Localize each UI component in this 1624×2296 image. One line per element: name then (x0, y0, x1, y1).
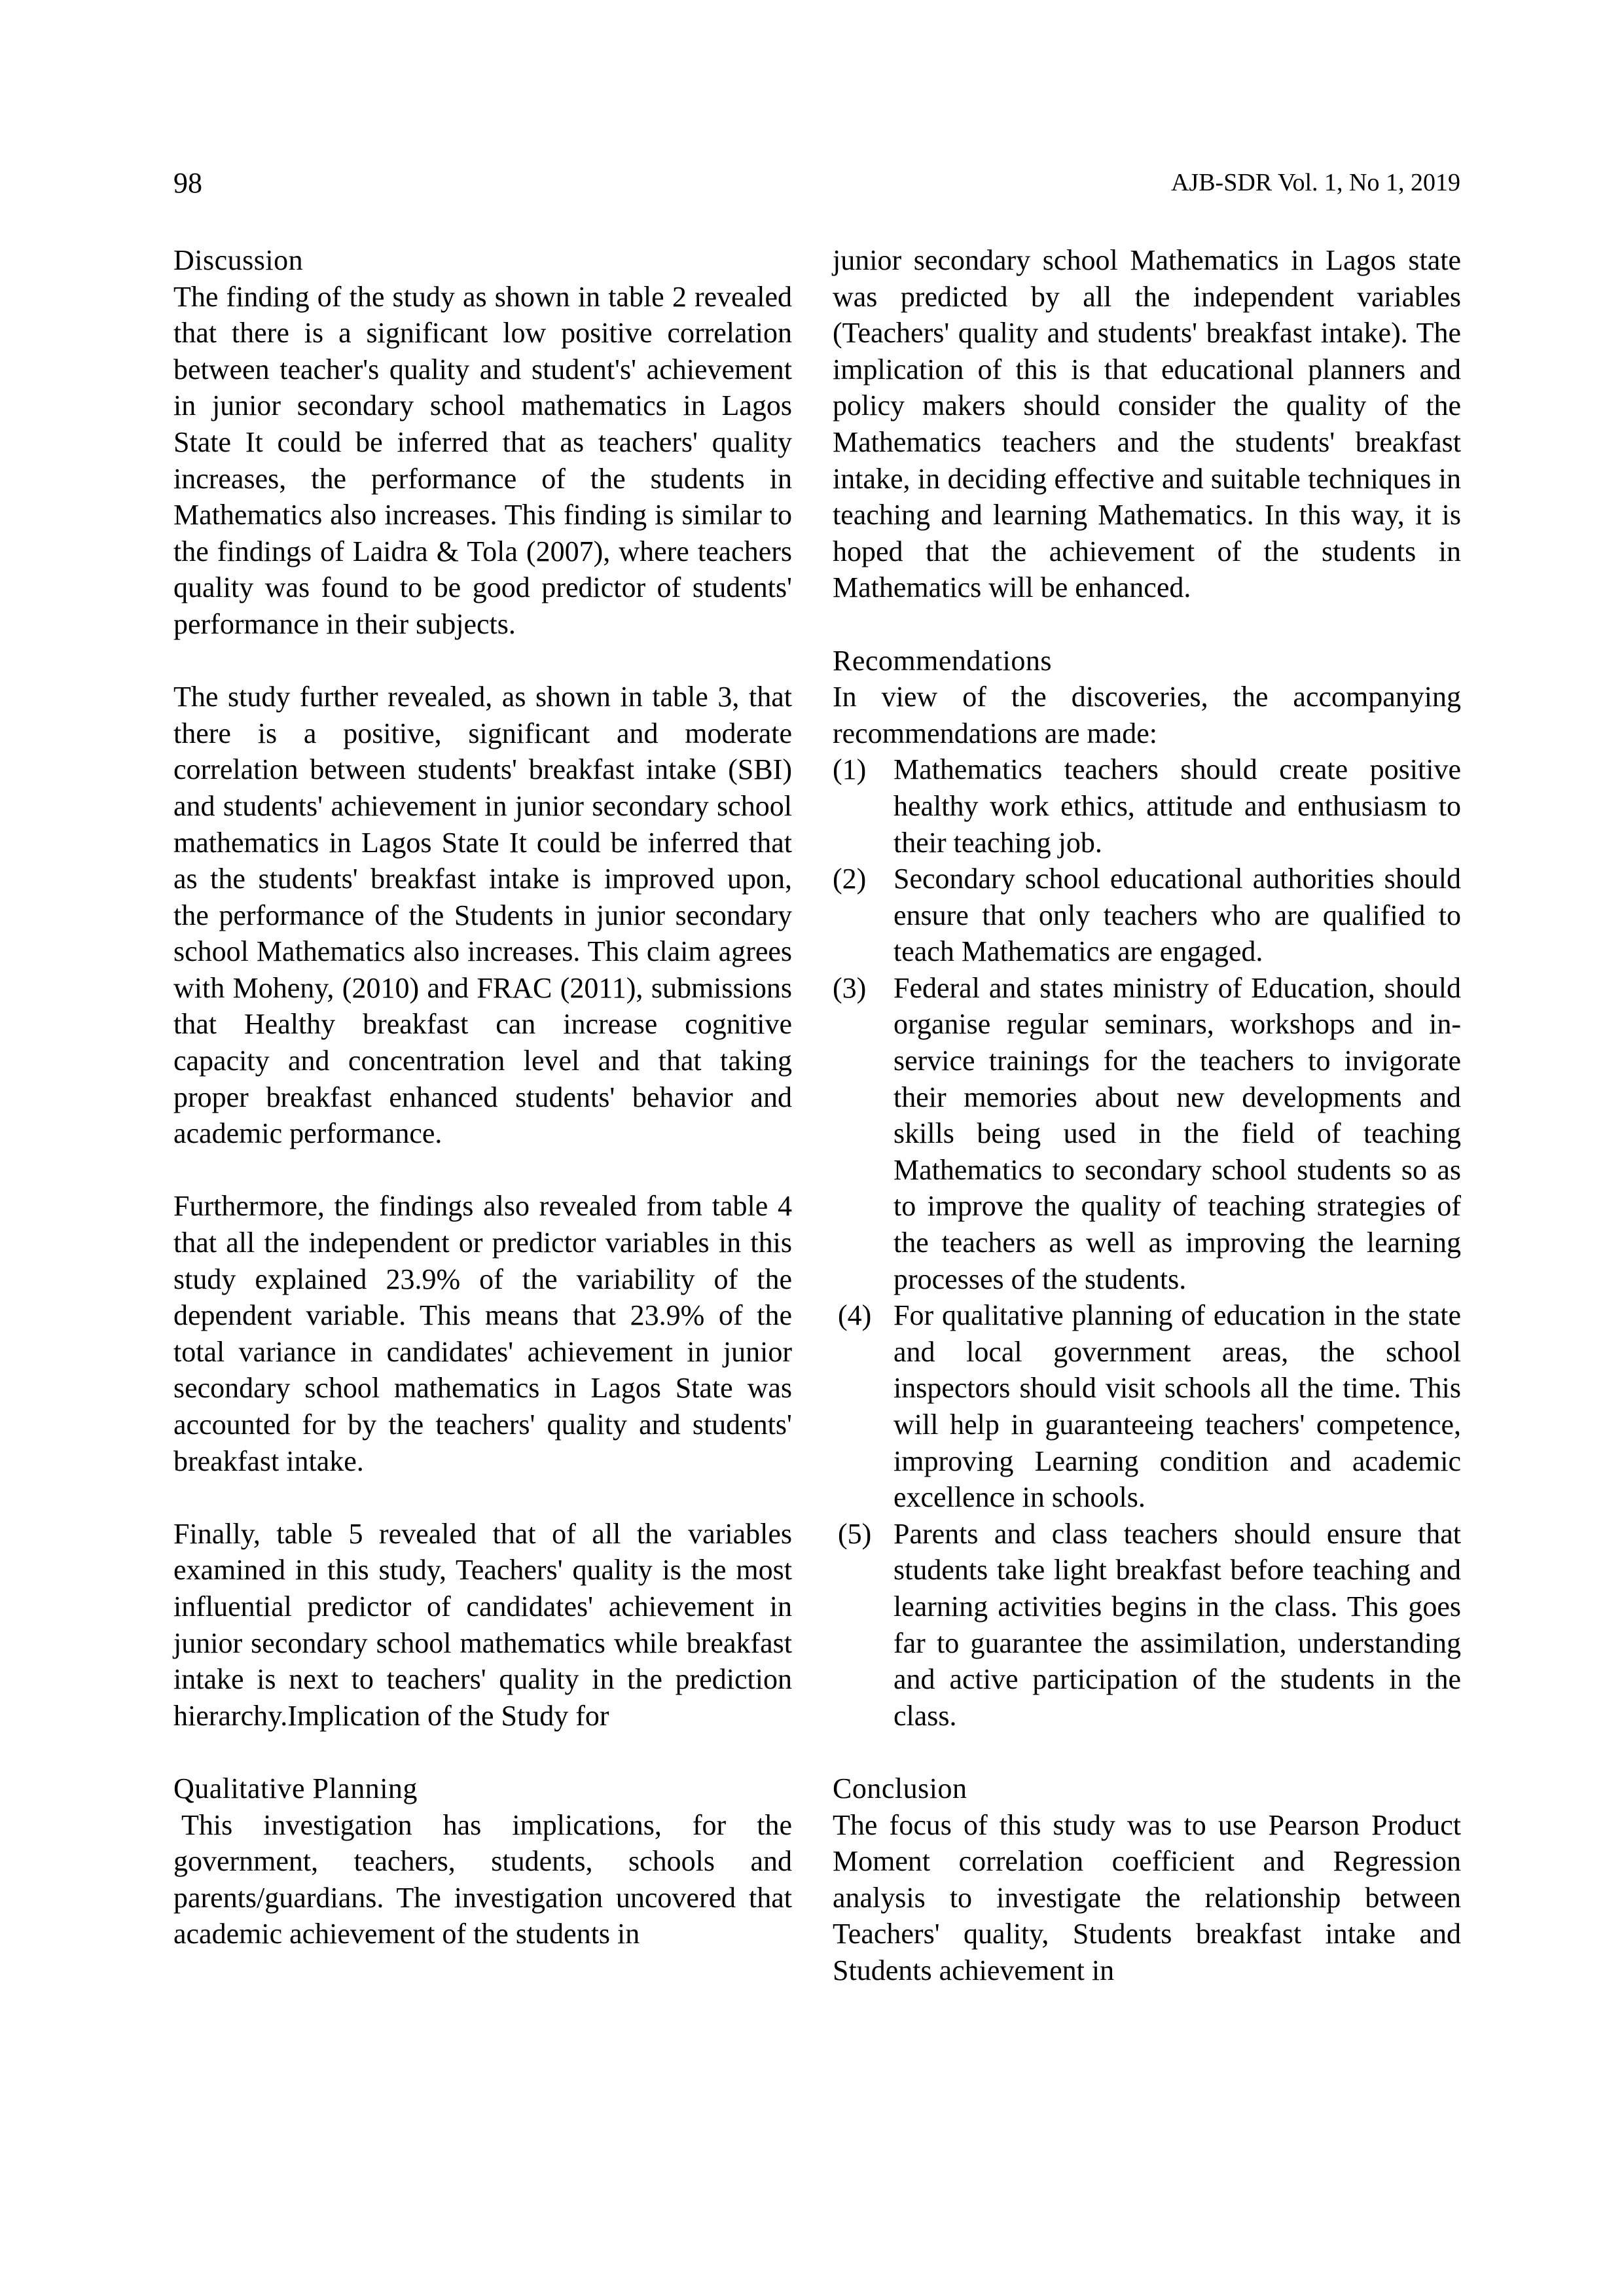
left-column (173, 242, 792, 1952)
paragraph-gap (833, 1734, 1461, 1770)
discussion-paragraph-4: Finally, table 5 revealed that of all the variables examined in this study, Teachers' quality is the most influential predictor of candidates' achievement in junior secondary school mathematics while breakfast intake is next to teachers' quality in the prediction hierarchy.Implication of the Study for (173, 1517, 792, 1732)
conclusion-heading: Conclusion (833, 1772, 967, 1804)
recommendation-item (833, 1297, 1461, 1516)
recommendation-number: (1) (833, 753, 867, 786)
recommendation-number: (2) (833, 863, 867, 895)
recommendation-item (833, 970, 1461, 1297)
paragraph-gap (833, 606, 1461, 643)
discussion-paragraph-3: Furthermore, the findings also revealed from table 4 that all the independent or predictor variables in this study explained 23.9% of the variability of the dependent variable. This means that 23.9% of the total variance in candidates' achievement in junior secondary school mathematics in Lagos State was accounted for by the teachers' quality and students' breakfast intake. (173, 1190, 792, 1477)
recommendation-item (833, 751, 1461, 861)
paragraph-gap (173, 1734, 792, 1770)
conclusion-paragraph: The focus of this study was to use Pearson Product Moment correlation coefficient and Regression analysis to investigate the relationship between Teachers' quality, Students breakfast intake and Students achievement in (833, 1808, 1461, 1986)
qualitative-planning-heading: Qualitative Planning (173, 1772, 418, 1804)
recommendations-intro: In view of the discoveries, the accompanying recommendations are made: (833, 681, 1461, 749)
recommendation-text: Secondary school educational authorities should ensure that only teachers who are qualified to teach Mathematics are engaged. (893, 863, 1461, 968)
paragraph-gap (173, 1152, 792, 1189)
implication-continuation-paragraph: junior secondary school Mathematics in Lagos state was predicted by all the independent variables (Teachers' quality and students' breakfast intake). The implication of this is that educational planners and policy makers should consider the quality of the Mathematics teachers and the students' breakfast intake, in deciding effective and suitable techniques in teaching and learning Mathematics. In this way, it is hoped that the achievement of the students in Mathematics will be enhanced. (833, 244, 1461, 604)
recommendation-number: (5) (838, 1517, 872, 1550)
discussion-paragraph-2: The study further revealed, as shown in table 3, that there is a positive, significant and moderate correlation between students' breakfast intake (SBI) and students' achievement in junior secondary school mathematics in Lagos State It could be inferred that as the students' breakfast intake is improved upon, the performance of the Students in junior secondary school Mathematics also increases. This claim agrees with Moheny, (2010) and FRAC (2011), submissions that Healthy breakfast can increase cognitive capacity and concentration level and that taking proper breakfast enhanced students' behavior and academic performance. (173, 681, 792, 1150)
paragraph-gap (173, 643, 792, 679)
recommendation-item (833, 1516, 1461, 1734)
paragraph-gap (173, 1479, 792, 1516)
qualitative-planning-paragraph: This investigation has implications, for the government, teachers, students, schools and parents/guardians. The investigation uncovered that academic achievement of the students in (173, 1808, 792, 1950)
recommendation-text: For qualitative planning of education in the state and local government areas, the school inspectors should visit schools all the time. This will help in guaranteeing teachers' competence, improving Learning condition and academic excellence in schools. (893, 1299, 1461, 1514)
right-column (833, 242, 1461, 1989)
recommendation-text: Mathematics teachers should create positive healthy work ethics, attitude and enthusiasm to their teaching job. (893, 753, 1461, 859)
discussion-paragraph-1: The finding of the study as shown in table 2 revealed that there is a significant low positive correlation between teacher's quality and student's' achievement in junior secondary school mathematics in Lagos State It could be inferred that as teachers' quality increases, the performance of the students in Mathematics also increases. This finding is similar to the findings of Laidra & Tola (2007), where teachers quality was found to be good predictor of students' performance in their subjects. (173, 280, 792, 640)
page-number: 98 (173, 167, 202, 199)
recommendation-number: (4) (838, 1299, 872, 1332)
recommendation-text: Parents and class teachers should ensure that students take light breakfast before teaching and learning activities begins in the class. This goes far to guarantee the assimilation, understanding and active participation of the students in the class. (893, 1517, 1461, 1732)
recommendation-text: Federal and states ministry of Education, should organise regular seminars, workshops and in-service trainings for the teachers to invigorate their memories about new developments and skills being used in the field of teaching Mathematics to secondary school students so as to improve the quality of teaching strategies of the teachers as well as improving the learning processes of the students. (893, 971, 1461, 1295)
recommendations-heading: Recommendations (833, 644, 1052, 677)
recommendation-number: (3) (833, 971, 867, 1004)
recommendation-item (833, 861, 1461, 970)
discussion-heading: Discussion (173, 244, 304, 276)
running-header: AJB-SDR Vol. 1, No 1, 2019 (1170, 169, 1460, 196)
recommendations-list (833, 751, 1461, 1734)
